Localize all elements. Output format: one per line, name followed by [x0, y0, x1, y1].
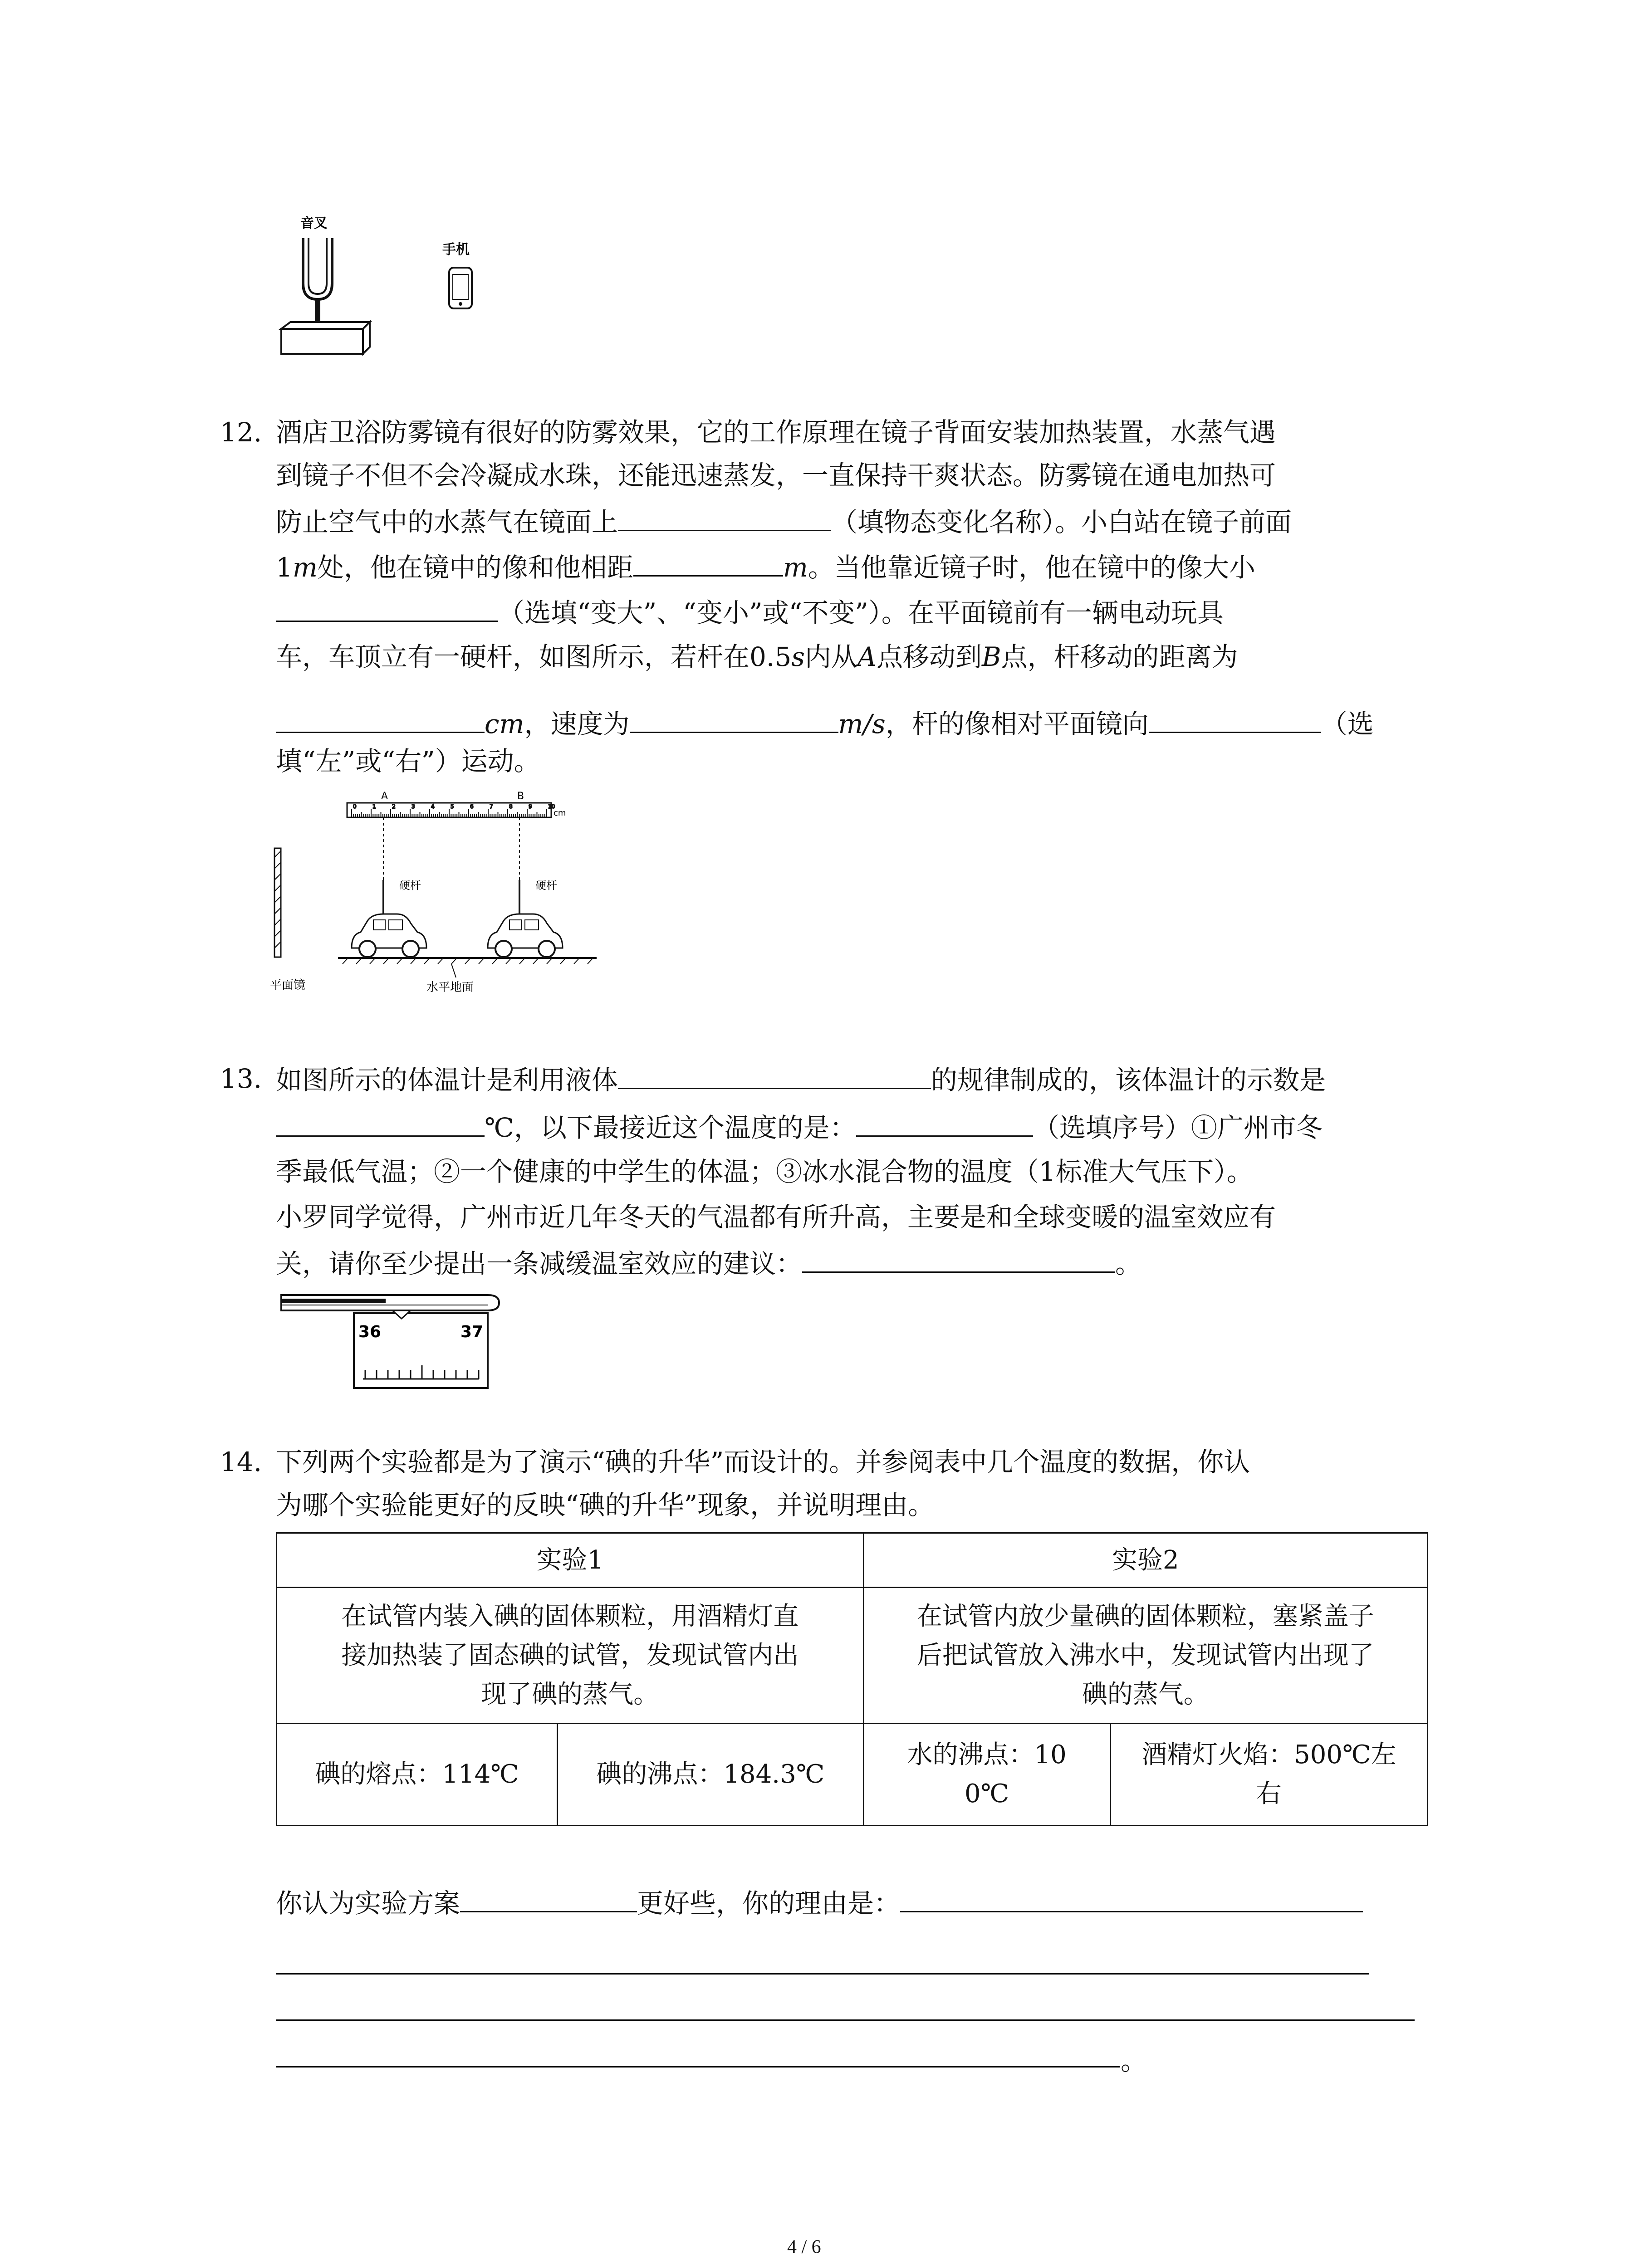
- table-iodine-melting-point: 碘的熔点：114℃: [277, 1724, 558, 1826]
- table-header-experiment-2: 实验2: [863, 1533, 1427, 1588]
- car-at-a: [352, 914, 426, 957]
- ruler-tick-label: 0: [353, 803, 357, 810]
- table-iodine-boiling-point: 碘的沸点：184.3℃: [558, 1724, 863, 1826]
- q12-number: 12.: [220, 417, 262, 448]
- ruler-point-b: B: [517, 791, 524, 802]
- q13-line-1b: 的规律制成的，该体温计的示数是: [931, 1065, 1326, 1095]
- desc-2-line-3: 碘的蒸气。: [1082, 1679, 1209, 1709]
- q12-blank-distance[interactable]: [633, 549, 783, 577]
- ruler-tick-label: 8: [509, 803, 513, 810]
- ruler-tick-label: 1: [372, 803, 376, 810]
- q14-blank-reason-2[interactable]: [276, 1973, 1369, 1975]
- thermometer-figure: [274, 1290, 510, 1395]
- rod-label-2: 硬杆: [535, 879, 557, 892]
- q13-line-2a: ℃，以下最接近这个温度的是：: [485, 1112, 856, 1143]
- q12-line-3b: （填物态变化名称）。小白站在镜子前面: [831, 507, 1292, 538]
- desc-2-line-1: 在试管内放少量碘的固体颗粒，塞紧盖子: [916, 1601, 1374, 1631]
- desc-2-line-2: 后把试管放入沸水中，发现试管内出现了: [916, 1640, 1374, 1670]
- tuning-fork-label: 音叉: [300, 215, 328, 231]
- desc-1-line-1: 在试管内装入碘的固体颗粒，用酒精灯直: [341, 1601, 799, 1631]
- q12-line-2: 到镜子不但不会冷凝成水珠，还能迅速蒸发，一直保持干爽状态。防雾镜在通电加热可: [276, 460, 1276, 491]
- q12-line-3: [276, 503, 1292, 539]
- thermometer-label-37: 37: [460, 1323, 484, 1341]
- ruler-point-a: A: [381, 791, 388, 802]
- q14-answer-line: [276, 1885, 1363, 1921]
- mirror-label: 平面镜: [270, 978, 306, 992]
- q13-line-5a: 关，请你至少提出一条减缓温室效应的建议：: [276, 1248, 803, 1279]
- ruler-tick-label: 5: [451, 803, 454, 810]
- q14-blank-reason-1[interactable]: [900, 1885, 1363, 1912]
- ground-label: 水平地面: [426, 981, 474, 994]
- q12-line-6f: 点移动到: [876, 641, 982, 672]
- q12-unit-ms: m/s: [838, 709, 886, 739]
- q12-blank-speed[interactable]: [630, 705, 838, 733]
- q13-line-1a: 如图所示的体温计是利用液体: [276, 1065, 618, 1095]
- ruler-tick-label: 4: [431, 803, 435, 810]
- q12-line-6d: 内从: [805, 641, 858, 672]
- q12-unit-s: s: [791, 641, 805, 672]
- q12-line-6h: 点，杆移动的距离为: [1001, 641, 1238, 672]
- rod-label-1: 硬杆: [399, 879, 421, 892]
- q13-line-5: [276, 1245, 1141, 1281]
- water-boiling-line-2: 0℃: [965, 1779, 1009, 1809]
- q14-answer-b: 更好些，你的理由是：: [637, 1888, 901, 1919]
- q12-unit-cm: cm: [485, 709, 524, 739]
- q13-blank-principle[interactable]: [618, 1061, 931, 1089]
- q12-line-7d: ，杆的像相对平面镜向: [885, 709, 1149, 739]
- table-header-experiment-1: 实验1: [277, 1533, 864, 1588]
- q14-blank-reason-3[interactable]: [276, 2019, 1415, 2021]
- q12-line-8: 填“左”或“右”）运动。: [276, 746, 540, 777]
- q12-line-1: 酒店卫浴防雾镜有很好的防雾效果，它的工作原理在镜子背面安装加热装置，水蒸气遇: [276, 417, 1276, 448]
- q12-line-4b: 处，他在镜中的像和他相距: [317, 552, 633, 583]
- q12-line-5-text: （选填“变大”、“变小”或“不变”）。在平面镜前有一辆电动玩具: [498, 597, 1224, 628]
- ruler-tick-label: 6: [470, 803, 474, 810]
- q12-unit-m-2: m: [783, 552, 808, 583]
- q14-line-1: 下列两个实验都是为了演示“碘的升华”而设计的。并参阅表中几个温度的数据，你认: [276, 1447, 1250, 1477]
- car-at-b: [488, 914, 563, 957]
- experiment-table: [276, 1532, 1428, 1826]
- q12-line-4: [276, 549, 1255, 585]
- q12-time-value: 0.5: [749, 641, 792, 672]
- q14-answer-a: 你认为实验方案: [276, 1888, 460, 1919]
- q13-number: 13.: [220, 1063, 262, 1094]
- q13-blank-suggestion[interactable]: [802, 1245, 1115, 1273]
- q12-unit-m-1: m: [292, 552, 318, 583]
- car-mirror-figure: [270, 789, 615, 1002]
- table-water-boiling-point: [863, 1724, 1110, 1826]
- ruler-tick-label: 2: [392, 803, 396, 810]
- q12-blank-image-size[interactable]: [276, 594, 498, 622]
- q12-line-7: [276, 705, 1374, 741]
- q12-point-a-text: A: [857, 641, 877, 672]
- flame-line-1: 酒精灯火焰：500℃左: [1141, 1740, 1396, 1769]
- table-flame-temperature: [1110, 1724, 1427, 1826]
- q12-line-5: [276, 594, 1224, 630]
- q12-blank-state-change[interactable]: [618, 503, 831, 531]
- q12-blank-distance-cm[interactable]: [276, 705, 485, 733]
- table-desc-experiment-2: [863, 1588, 1427, 1724]
- page-number: 4 / 6: [787, 2237, 821, 2258]
- q13-line-4: 小罗同学觉得，广州市近几年冬天的气温都有所升高，主要是和全球变暖的温室效应有: [276, 1202, 1276, 1232]
- q12-line-6: [276, 640, 1238, 674]
- q12-line-6a: 车，车顶立有一硬杆，如图所示，若杆在: [276, 641, 750, 672]
- q14-blank-choice[interactable]: [460, 1885, 637, 1912]
- q13-line-3: 季最低气温；②一个健康的中学生的体温；③冰水混合物的温度（1标准大气压下）。: [276, 1156, 1253, 1187]
- q12-line-7e: （选: [1321, 709, 1374, 739]
- ruler-tick-label: 10: [548, 803, 555, 810]
- ruler-tick-label: 7: [490, 803, 493, 810]
- ruler-tick-label: 3: [411, 803, 415, 810]
- q13-line-5b: 。: [1115, 1248, 1142, 1279]
- ruler-unit: cm: [554, 808, 566, 818]
- q12-line-7b: ，速度为: [524, 709, 630, 739]
- q12-blank-direction[interactable]: [1149, 705, 1321, 733]
- thermometer-label-36: 36: [358, 1323, 382, 1341]
- q12-line-4d: 。当他靠近镜子时，他在镜中的像大小: [808, 552, 1255, 583]
- q13-line-2: [276, 1109, 1323, 1145]
- q12-point-b-text: B: [981, 641, 1001, 672]
- q13-blank-reading[interactable]: [276, 1109, 485, 1137]
- q14-number: 14.: [220, 1447, 262, 1477]
- desc-1-line-2: 接加热装了固态碘的试管，发现试管内出: [341, 1640, 799, 1670]
- ruler-tick-label: 9: [529, 803, 532, 810]
- tuning-fork-phone-figure: [272, 213, 508, 358]
- q13-line-2b: （选填序号）①广州市冬: [1033, 1112, 1323, 1143]
- phone-label: 手机: [442, 242, 470, 258]
- q14-blank-reason-4[interactable]: [276, 2066, 1120, 2068]
- q13-line-1: [276, 1061, 1326, 1097]
- q14-line-2: 为哪个实验能更好的反映“碘的升华”现象，并说明理由。: [276, 1490, 935, 1520]
- q13-blank-choice[interactable]: [856, 1109, 1033, 1137]
- desc-1-line-3: 现了碘的蒸气。: [481, 1679, 659, 1709]
- q14-end-mark: 。: [1121, 2045, 1147, 2076]
- water-boiling-line-1: 水的沸点：10: [907, 1740, 1067, 1769]
- q12-line-3a: 防止空气中的水蒸气在镜面上: [276, 507, 618, 538]
- q12-line-4a: 1: [276, 552, 293, 583]
- table-desc-experiment-1: [277, 1588, 864, 1724]
- flame-line-2: 右: [1256, 1779, 1282, 1809]
